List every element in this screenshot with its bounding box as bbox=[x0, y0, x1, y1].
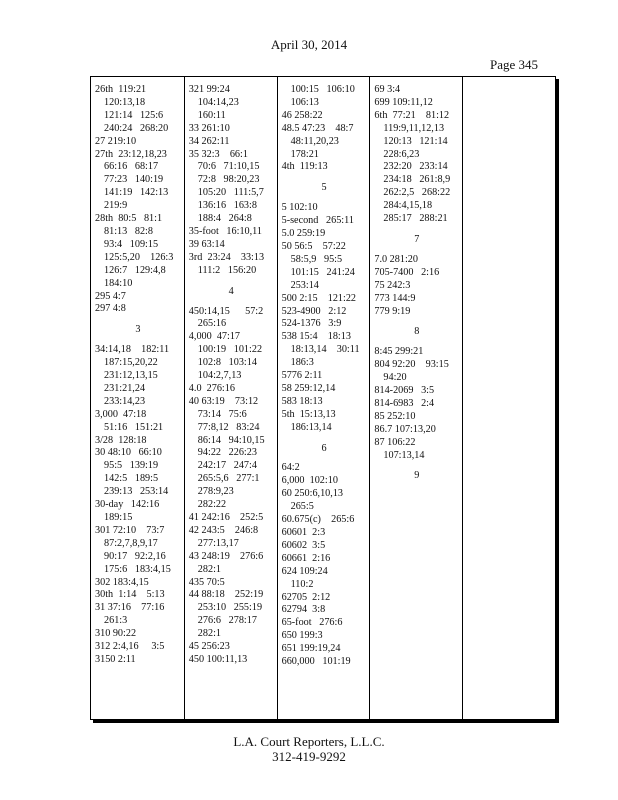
index-entry: 48.5 47:23 48:7 bbox=[281, 122, 354, 134]
index-entry-continuation: 100:19 101:22 bbox=[197, 344, 263, 356]
index-entry-continuation: 72:8 98:20,23 bbox=[197, 174, 260, 186]
index-entry: 35 32:3 66:1 bbox=[188, 148, 248, 160]
index-entry: 5-second 265:11 bbox=[281, 215, 354, 227]
index-entry-continuation: 141:19 142:13 bbox=[104, 187, 169, 199]
index-entry: 60602 3:5 bbox=[281, 539, 326, 551]
index-entry: 538 15:4 18:13 bbox=[281, 331, 351, 343]
index-entry: 624 109:24 bbox=[281, 565, 328, 577]
index-entry: 5776 2:11 bbox=[281, 370, 323, 382]
index-entry: 450:14,15 57:2 bbox=[188, 305, 264, 317]
index-entry: 4.0 276:16 bbox=[188, 382, 235, 394]
index-entry-continuation: 125:5,20 126:3 bbox=[104, 251, 174, 263]
index-entry: 5 102:10 bbox=[281, 202, 318, 214]
reporter-company: L.A. Court Reporters, L.L.C. bbox=[233, 734, 385, 749]
index-entry: 773 144:9 bbox=[374, 292, 416, 304]
index-entry-continuation: 188:4 264:8 bbox=[197, 213, 252, 225]
index-entry: 814-6983 2:4 bbox=[374, 397, 435, 409]
index-entry-continuation: 93:4 109:15 bbox=[104, 238, 159, 250]
index-entry-continuation: 105:20 111:5,7 bbox=[197, 187, 264, 199]
index-entry-continuation: 104:14,23 bbox=[197, 96, 239, 108]
index-entry: 34 262:11 bbox=[188, 135, 230, 147]
page-number: Page 345 bbox=[489, 57, 538, 72]
index-entry-continuation: 101:15 241:24 bbox=[290, 266, 355, 278]
section-heading: 3 bbox=[135, 324, 141, 336]
index-entry-continuation: 120:13,18 bbox=[104, 96, 146, 108]
index-entry-continuation: 119:9,11,12,13 bbox=[383, 122, 445, 134]
index-entry: 5.0 259:19 bbox=[281, 228, 326, 240]
index-entry-continuation: 77:8,12 83:24 bbox=[197, 421, 260, 433]
index-entry-continuation: 189:15 bbox=[104, 512, 133, 523]
index-entry: 699 109:11,12 bbox=[374, 96, 433, 108]
index-entry-continuation: 107:13,14 bbox=[383, 449, 425, 461]
index-entry: 60601 2:3 bbox=[281, 527, 326, 538]
index-entry-continuation: 228:6,23 bbox=[383, 148, 420, 160]
index-entry-continuation: 90:17 92:2,16 bbox=[104, 550, 166, 562]
section-heading: 9 bbox=[414, 470, 420, 482]
index-entry: 28th 80:5 81:1 bbox=[95, 213, 163, 225]
index-entry: 302 183:4,15 bbox=[95, 576, 149, 588]
section-heading: 7 bbox=[414, 233, 420, 245]
index-entry: 50 56:5 57:22 bbox=[281, 240, 346, 252]
index-entry: 30 48:10 66:10 bbox=[95, 447, 162, 459]
index-entry: 41 242:16 252:5 bbox=[188, 512, 264, 523]
index-entry: 60661 2:16 bbox=[281, 552, 331, 564]
index-entry: 85 252:10 bbox=[374, 410, 416, 422]
index-entry: 40 63:19 73:12 bbox=[188, 395, 259, 407]
index-entry-continuation: 73:14 75:6 bbox=[197, 408, 247, 420]
index-entry: 3150 2:11 bbox=[95, 653, 136, 665]
index-entry: 3rd 23:24 33:13 bbox=[188, 251, 265, 263]
index-entry-continuation: 48:11,20,23 bbox=[290, 135, 339, 147]
index-column-5 bbox=[462, 77, 555, 719]
index-entry-continuation: 58:5,9 95:5 bbox=[290, 253, 343, 265]
index-entry-continuation: 265:5 bbox=[290, 501, 314, 513]
index-entry-continuation: 104:2,7,13 bbox=[197, 370, 242, 382]
index-entry: 39 63:14 bbox=[188, 238, 225, 250]
index-entry-continuation: 233:14,23 bbox=[104, 395, 146, 407]
index-entry: 5th 15:13,13 bbox=[281, 408, 336, 420]
index-entry-continuation: 126:7 129:4,8 bbox=[104, 264, 166, 276]
index-entry: 301 72:10 73:7 bbox=[95, 524, 165, 536]
index-entry-continuation: 160:11 bbox=[197, 109, 226, 121]
index-entry-continuation: 81:13 82:8 bbox=[104, 225, 153, 237]
index-entry: 62794 3:8 bbox=[281, 604, 326, 616]
index-entry-continuation: 186:13,14 bbox=[290, 421, 332, 433]
index-table bbox=[90, 76, 556, 720]
index-entry-continuation: 282:1 bbox=[197, 628, 222, 640]
index-entry: 42 243:5 246:8 bbox=[188, 524, 259, 536]
index-entry-continuation: 106:13 bbox=[290, 96, 319, 108]
index-entry: 86.7 107:13,20 bbox=[374, 423, 436, 435]
index-column-2 bbox=[184, 77, 277, 719]
index-entry: 31 37:16 77:16 bbox=[95, 602, 165, 614]
index-entry-continuation: 120:13 121:14 bbox=[383, 135, 448, 147]
section-heading: 8 bbox=[414, 326, 420, 338]
index-column-4 bbox=[369, 77, 462, 719]
index-entry-continuation: 278:9,23 bbox=[197, 486, 234, 498]
index-entry-continuation: 136:16 163:8 bbox=[197, 200, 257, 212]
index-entry-continuation: 284:4,15,18 bbox=[383, 200, 433, 212]
index-entry-continuation: 18:13,14 30:11 bbox=[290, 344, 360, 356]
index-entry: 34:14,18 182:11 bbox=[95, 344, 170, 356]
reporter-phone: 312-419-9292 bbox=[272, 749, 346, 764]
index-entry-continuation: 186:3 bbox=[290, 357, 314, 369]
index-entry: 814-2069 3:5 bbox=[374, 385, 435, 397]
index-entry: 435 70:5 bbox=[188, 576, 225, 588]
index-entry: 8:45 299:21 bbox=[374, 346, 424, 358]
index-entry-continuation: 232:20 233:14 bbox=[383, 161, 448, 173]
index-entry: 6th 77:21 81:12 bbox=[374, 109, 450, 121]
index-entry: 779 9:19 bbox=[374, 305, 411, 317]
index-entry-continuation: 276:6 278:17 bbox=[197, 615, 257, 627]
index-entry: 297 4:8 bbox=[95, 303, 126, 315]
index-entry-continuation: 253:10 255:19 bbox=[197, 602, 263, 614]
page-date: April 30, 2014 bbox=[270, 37, 348, 52]
index-entry: 75 242:3 bbox=[374, 279, 411, 291]
index-entry-continuation: 261:3 bbox=[104, 615, 128, 627]
index-entry: 30-day 142:16 bbox=[95, 499, 160, 511]
index-entry: 44 88:18 252:19 bbox=[188, 589, 264, 601]
index-entry-continuation: 178:21 bbox=[290, 148, 319, 160]
index-entry: 4th 119:13 bbox=[281, 161, 328, 173]
section-heading: 4 bbox=[228, 285, 234, 297]
index-entry-continuation: 234:18 261:8,9 bbox=[383, 174, 451, 186]
index-entry-continuation: 95:5 139:19 bbox=[104, 460, 159, 472]
index-entry-continuation: 94:20 bbox=[383, 372, 407, 384]
index-entry-continuation: 175:6 183:4,15 bbox=[104, 563, 171, 575]
index-entry: 4,000 47:17 bbox=[188, 331, 241, 343]
index-entry: 27th 23:12,18,23 bbox=[95, 148, 167, 160]
index-entry-continuation: 277:13,17 bbox=[197, 537, 239, 549]
index-entry-continuation: 111:2 156:20 bbox=[197, 264, 257, 276]
index-entry: 660,000 101:19 bbox=[281, 656, 351, 668]
index-entry-continuation: 253:14 bbox=[290, 279, 319, 291]
index-entry: 60 250:6,10,13 bbox=[281, 488, 344, 500]
index-entry: 321 99:24 bbox=[188, 84, 230, 95]
index-entry-continuation: 265:16 bbox=[197, 318, 227, 330]
index-entry-continuation: 142:5 189:5 bbox=[104, 473, 159, 485]
index-entry-continuation: 219:9 bbox=[104, 200, 128, 212]
index-entry-continuation: 102:8 103:14 bbox=[197, 357, 257, 369]
index-entry-continuation: 184:10 bbox=[104, 277, 133, 289]
index-entry-continuation: 77:23 140:19 bbox=[104, 174, 164, 186]
index-entry: 60.675(c) 265:6 bbox=[281, 514, 355, 526]
index-entry: 46 258:22 bbox=[281, 109, 323, 121]
index-entry-continuation: 121:14 125:6 bbox=[104, 109, 164, 121]
index-entry-continuation: 86:14 94:10,15 bbox=[197, 434, 265, 446]
index-entry-continuation: 110:2 bbox=[290, 578, 314, 590]
section-heading: 5 bbox=[321, 182, 327, 194]
index-entry-continuation: 94:22 226:23 bbox=[197, 447, 257, 459]
index-entry: 804 92:20 93:15 bbox=[374, 359, 449, 371]
index-entry: 35-foot 16:10,11 bbox=[188, 225, 262, 237]
index-column-1 bbox=[91, 77, 184, 719]
index-entry: 705-7400 2:16 bbox=[374, 266, 440, 278]
index-entry-continuation: 187:15,20,22 bbox=[104, 357, 158, 369]
index-entry-continuation: 239:13 253:14 bbox=[104, 486, 169, 498]
index-entry: 3,000 47:18 bbox=[95, 408, 147, 420]
index-entry: 295 4:7 bbox=[95, 290, 126, 302]
index-entry: 3/28 128:18 bbox=[95, 434, 147, 446]
index-entry-continuation: 70:6 71:10,15 bbox=[197, 161, 260, 173]
index-entry: 650 199:3 bbox=[281, 630, 323, 642]
index-entry-continuation: 87:2,7,8,9,17 bbox=[104, 537, 158, 549]
index-entry-continuation: 262:2,5 268:22 bbox=[383, 187, 451, 199]
index-entry: 450 100:11,13 bbox=[188, 653, 248, 665]
index-entry-continuation: 100:15 106:10 bbox=[290, 84, 355, 95]
index-entry: 30th 1:14 5:13 bbox=[95, 589, 165, 601]
index-entry: 62705 2:12 bbox=[281, 591, 331, 603]
index-entry-continuation: 231:21,24 bbox=[104, 382, 146, 394]
index-entry: 500 2:15 121:22 bbox=[281, 292, 357, 304]
index-entry: 312 2:4,16 3:5 bbox=[95, 641, 165, 653]
index-entry: 26th 119:21 bbox=[95, 84, 147, 95]
index-entry: 523-4900 2:12 bbox=[281, 305, 347, 317]
index-entry: 33 261:10 bbox=[188, 122, 230, 134]
index-entry-continuation: 282:22 bbox=[197, 499, 227, 511]
index-entry-continuation: 66:16 68:17 bbox=[104, 161, 159, 173]
index-entry: 524-1376 3:9 bbox=[281, 318, 342, 330]
section-heading: 6 bbox=[321, 442, 327, 454]
index-entry: 43 248:19 276:6 bbox=[188, 550, 264, 562]
index-column-3 bbox=[277, 77, 370, 719]
index-entry-continuation: 51:16 151:21 bbox=[104, 421, 164, 433]
index-entry: 310 90:22 bbox=[95, 628, 137, 640]
index-entry: 6,000 102:10 bbox=[281, 475, 338, 487]
index-entry: 27 219:10 bbox=[95, 135, 137, 147]
index-entry: 87 106:22 bbox=[374, 436, 416, 448]
index-entry: 69 3:4 bbox=[374, 84, 401, 95]
index-entry-continuation: 282:1 bbox=[197, 563, 222, 575]
index-entry: 65-foot 276:6 bbox=[281, 617, 343, 629]
index-entry: 58 259:12,14 bbox=[281, 382, 336, 394]
index-entry: 583 18:13 bbox=[281, 395, 323, 407]
index-entry-continuation: 240:24 268:20 bbox=[104, 122, 169, 134]
index-entry: 64:2 bbox=[281, 462, 300, 474]
index-entry: 7.0 281:20 bbox=[374, 253, 418, 265]
index-entry-continuation: 285:17 288:21 bbox=[383, 213, 448, 225]
index-entry-continuation: 265:5,6 277:1 bbox=[197, 473, 260, 485]
index-entry-continuation: 231:12,13,15 bbox=[104, 370, 158, 382]
index-entry: 651 199:19,24 bbox=[281, 643, 341, 655]
index-entry: 45 256:23 bbox=[188, 641, 230, 653]
index-entry-continuation: 242:17 247:4 bbox=[197, 460, 257, 472]
